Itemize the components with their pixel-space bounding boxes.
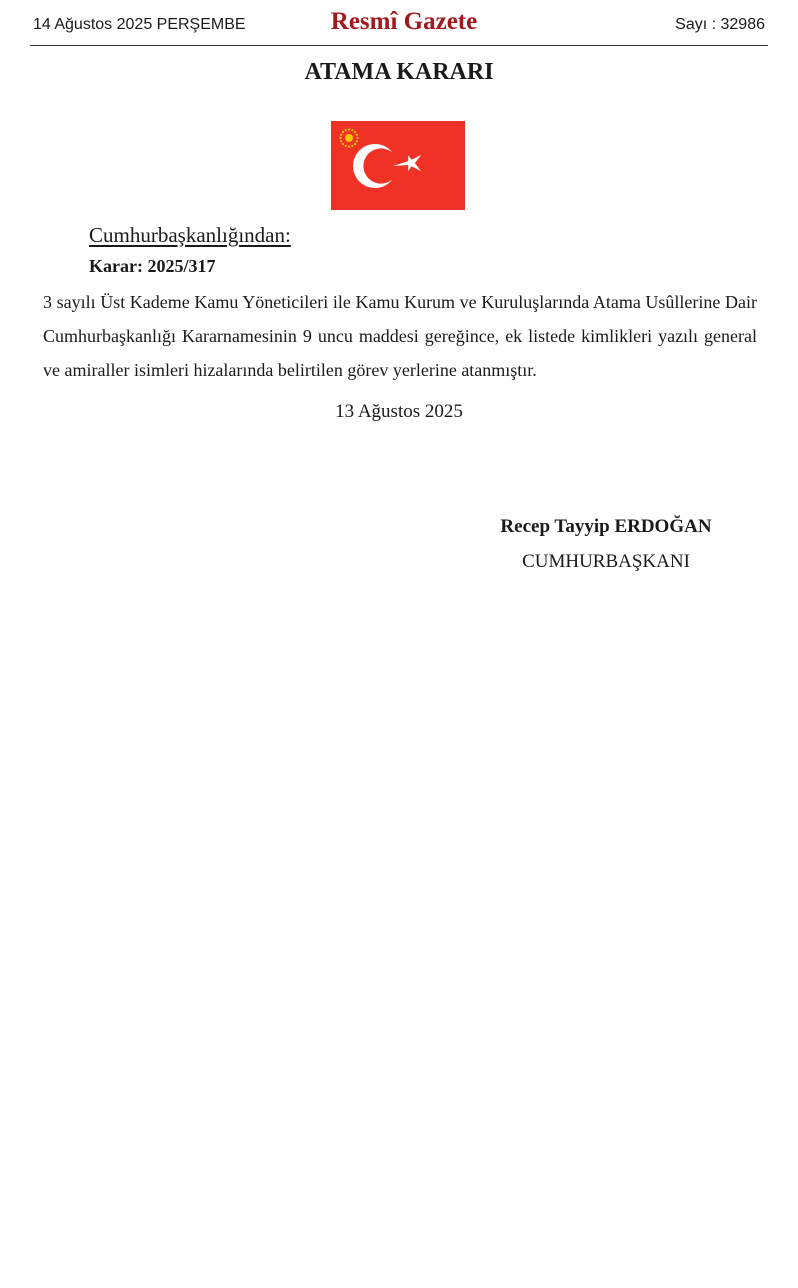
seal-star xyxy=(342,131,344,133)
decision-number: Karar: 2025/317 xyxy=(89,256,216,276)
flag-seal-icon xyxy=(331,121,465,210)
gazette-title: Resmî Gazete xyxy=(330,8,478,35)
decree-date: 13 Ağustos 2025 xyxy=(335,401,463,422)
issue-date: 14 Ağustos 2025 PERŞEMBE xyxy=(33,16,246,33)
seal-star xyxy=(345,145,347,147)
seal-star xyxy=(354,143,356,145)
seal-star xyxy=(351,145,353,147)
seal-star xyxy=(354,131,356,133)
issue-number: Sayı : 32986 xyxy=(675,16,765,33)
gazette-header xyxy=(30,8,768,46)
seal-star xyxy=(348,128,350,130)
decree-body: 3 sayılı Üst Kademe Kamu Yöneticileri ile Kamu Kurum ve Kuruluşlarında Atama Usûllerine Dair Cumhurbaşkanlığı Kararnamesinin 9 uncu maddesi gereğince, ek listede kimlikleri yazılı general ve amiraller isimleri hizalarında belirtilen görev yerlerine atanmıştır. xyxy=(43,292,757,380)
seal-star xyxy=(356,140,358,142)
signer-title: CUMHURBAŞKANI xyxy=(522,551,690,572)
seal-star xyxy=(348,145,350,147)
issuer-heading: Cumhurbaşkanlığından: xyxy=(89,223,291,247)
document-title: ATAMA KARARI xyxy=(304,59,494,85)
seal-star xyxy=(342,143,344,145)
seal-star xyxy=(339,137,341,139)
seal-star xyxy=(345,129,347,131)
seal-star xyxy=(351,129,353,131)
seal-star xyxy=(340,140,342,142)
seal-star xyxy=(356,134,358,136)
seal-star xyxy=(356,137,358,139)
seal-star xyxy=(340,134,342,136)
signer-name: Recep Tayyip ERDOĞAN xyxy=(500,516,712,537)
